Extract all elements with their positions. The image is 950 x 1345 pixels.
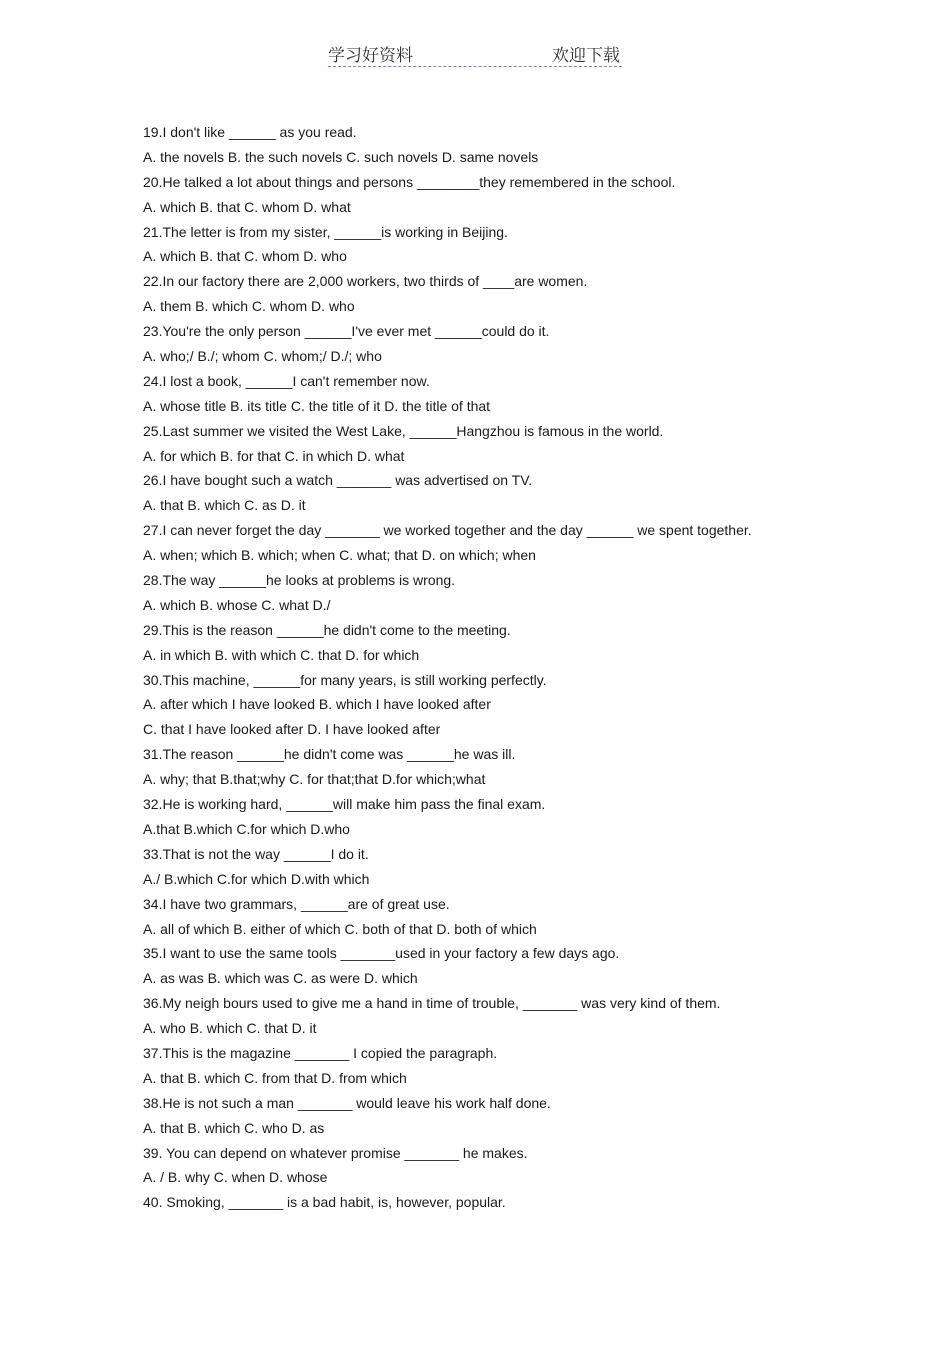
page-header [328, 40, 622, 67]
options-line: A.that B.which C.for which D.who [143, 820, 350, 837]
header-left-text: 学习好资料 [328, 46, 413, 66]
options-line: A./ B.which C.for which D.with which [143, 870, 370, 887]
question-line: 23.You're the only person ______I've ever met ______could do it. [143, 323, 550, 340]
question-line: 25.Last summer we visited the West Lake, ______Hangzhou is famous in the world. [143, 422, 664, 439]
options-line: A. which B. whose C. what D./ [143, 596, 331, 613]
options-line: A. that B. which C. who D. as [143, 1119, 325, 1136]
question-line: 19.I don't like ______ as you read. [143, 124, 357, 140]
question-line: 31.The reason ______he didn't come was ______he was ill. [143, 746, 516, 763]
options-line: A. for which B. for that C. in which D. what [143, 447, 405, 464]
question-line: 21.The letter is from my sister, ______is working in Beijing. [143, 223, 508, 240]
options-line: C. that I have looked after D. I have looked after [143, 721, 441, 738]
options-line: A. which B. that C. whom D. what [143, 198, 351, 215]
options-line: A. that B. which C. as D. it [143, 497, 306, 514]
options-line: A. which B. that C. whom D. who [143, 248, 347, 265]
options-line: A. whose title B. its title C. the title of it D. the title of that [143, 397, 491, 414]
options-line: A. why; that B.that;why C. for that;that D.for which;what [143, 771, 486, 788]
header-right-text: 欢迎下载 [552, 46, 620, 66]
options-line: A. in which B. with which C. that D. for which [143, 646, 420, 663]
options-line: A. who B. which C. that D. it [143, 1020, 317, 1037]
question-line: 39. You can depend on whatever promise _______ he makes. [143, 1144, 528, 1161]
question-line: 36.My neigh bours used to give me a hand in time of trouble, _______ was very kind of them. [143, 995, 721, 1012]
question-list [143, 120, 823, 1215]
question-line: 29.This is the reason ______he didn't come to the meeting. [143, 621, 511, 638]
options-line: A. that B. which C. from that D. from which [143, 1069, 407, 1086]
options-line: A. the novels B. the such novels C. such novels D. same novels [143, 148, 539, 165]
question-line: 30.This machine, ______for many years, is still working perfectly. [143, 671, 547, 688]
options-line: A. after which I have looked B. which I have looked after [143, 696, 491, 713]
question-line: 22.In our factory there are 2,000 workers, two thirds of ____are women. [143, 273, 588, 290]
options-line: A. / B. why C. when D. whose [143, 1169, 328, 1186]
options-line: A. when; which B. which; when C. what; that D. on which; when [143, 547, 536, 564]
options-line: A. who;/ B./; whom C. whom;/ D./; who [143, 348, 382, 365]
question-line: 27.I can never forget the day _______ we worked together and the day ______ we spent together. [143, 522, 752, 539]
question-line: 37.This is the magazine _______ I copied the paragraph. [143, 1044, 498, 1061]
question-line: 33.That is not the way ______I do it. [143, 845, 369, 862]
options-line: A. them B. which C. whom D. who [143, 298, 355, 315]
question-line: 38.He is not such a man _______ would leave his work half done. [143, 1094, 551, 1111]
question-line: 24.I lost a book, ______I can't remember now. [143, 372, 430, 389]
question-line: 40. Smoking, _______ is a bad habit, is, however, popular. [143, 1194, 506, 1211]
question-line: 35.I want to use the same tools _______used in your factory a few days ago. [143, 945, 620, 962]
options-line: A. all of which B. either of which C. both of that D. both of which [143, 920, 537, 937]
question-line: 26.I have bought such a watch _______ was advertised on TV. [143, 472, 533, 489]
question-line: 34.I have two grammars, ______are of great use. [143, 895, 450, 912]
question-line: 20.He talked a lot about things and persons ________they remembered in the school. [143, 173, 676, 190]
options-line: A. as was B. which was C. as were D. which [143, 970, 418, 987]
question-line: 28.The way ______he looks at problems is wrong. [143, 572, 456, 589]
question-line: 32.He is working hard, ______will make him pass the final exam. [143, 796, 546, 813]
